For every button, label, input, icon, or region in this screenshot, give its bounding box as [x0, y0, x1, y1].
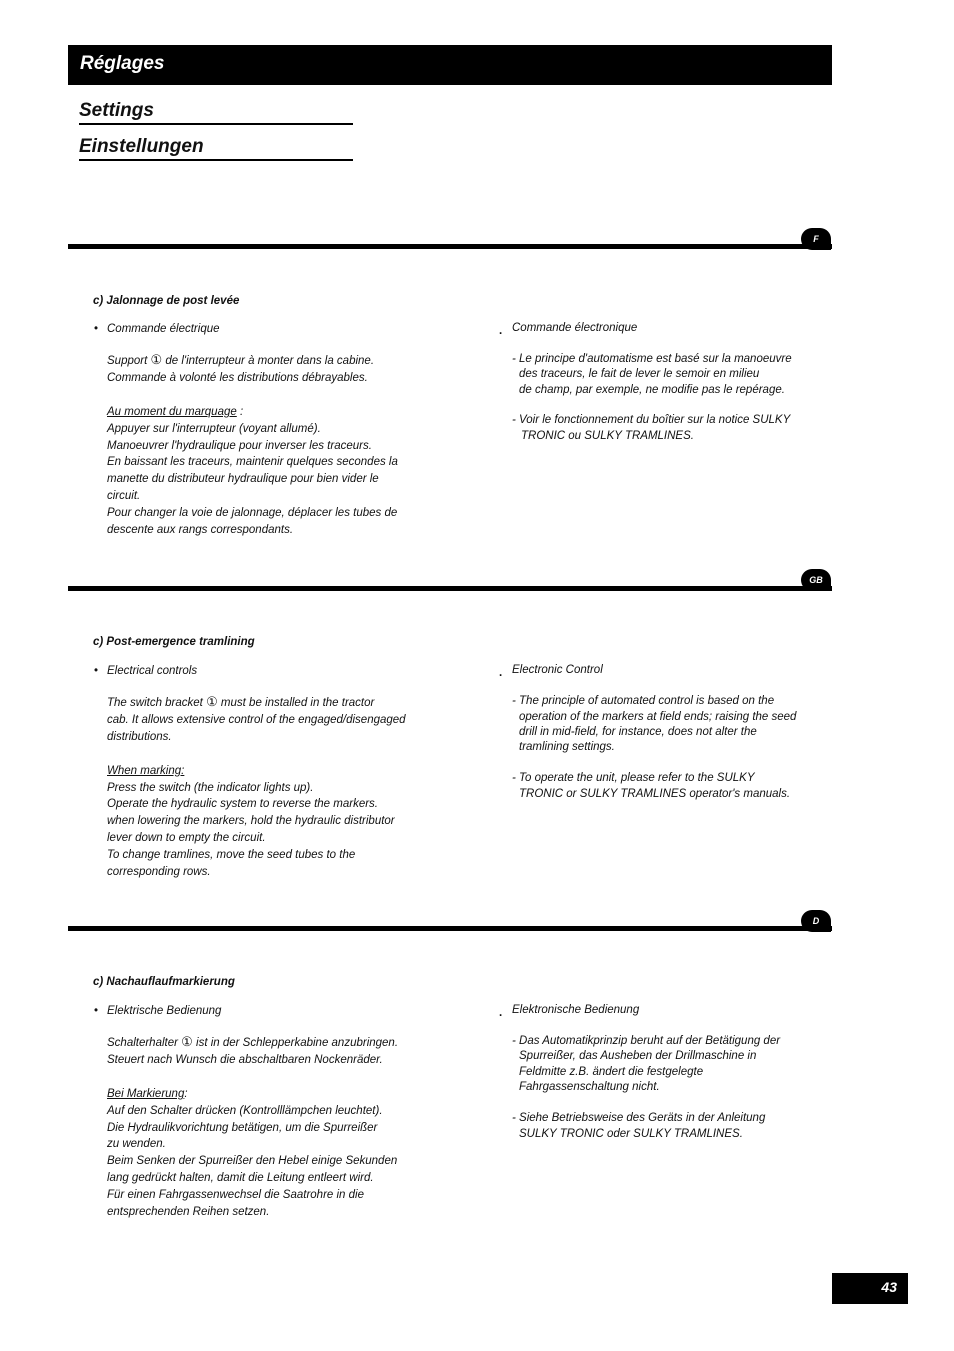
bullet-icon: .	[499, 667, 503, 679]
language-badge-gb: GB	[801, 569, 831, 591]
instruction-line: corresponding rows.	[107, 866, 211, 879]
note-line: - Siehe Betriebsweise des Geräts in der Anleitung	[512, 1111, 766, 1124]
bullet-icon: .	[499, 1007, 503, 1019]
note-line: TRONIC ou SULKY TRAMLINES.	[521, 429, 694, 442]
support-line: Steuert nach Wunsch die abschaltbaren Nockenräder.	[107, 1053, 383, 1066]
instruction-line: descente aux rangs correspondants.	[107, 524, 294, 537]
bullet-label: Elektrische Bedienung	[107, 1005, 222, 1017]
support-line: Commande à volonté les distributions débrayables.	[107, 371, 368, 384]
support-line: distributions.	[107, 730, 172, 743]
section-rule-d	[68, 926, 832, 931]
bullet-label: Commande électrique	[107, 323, 220, 335]
support-text-cont: de l'interrupteur à monter dans la cabine.	[162, 354, 375, 367]
right-column-f	[499, 321, 822, 445]
bullet-icon: •	[94, 323, 99, 335]
note-line: operation of the markers at field ends; raising the seed	[519, 710, 797, 723]
bullet-icon: .	[499, 325, 503, 337]
marking-label: Bei Markierung	[107, 1087, 185, 1100]
bullet-label: Elektronische Bedienung	[512, 1004, 640, 1016]
note-line: - Das Automatikprinzip beruht auf der Betätigung der	[512, 1034, 781, 1047]
subtitle-einstellungen: Einstellungen	[79, 136, 353, 161]
instruction-line: Auf den Schalter drücken (Kontrolllämpchen leuchtet).	[107, 1104, 383, 1117]
note-line: de champ, par exemple, ne modifie pas le repérage.	[519, 383, 785, 396]
instruction-line: To change tramlines, move the seed tubes to the	[107, 849, 356, 862]
page-number: 43	[881, 1279, 897, 1295]
note-line: - To operate the unit, please refer to the SULKY	[512, 772, 755, 785]
bullet-label: Electronic Control	[512, 664, 603, 676]
instruction-line: entsprechenden Reihen setzen.	[107, 1206, 270, 1219]
support-text-cont: ist in der Schlepperkabine anzubringen.	[192, 1036, 399, 1049]
circled-one-icon: ①	[181, 1033, 193, 1049]
page-number-box	[832, 1273, 908, 1304]
instruction-line: Appuyer sur l'interrupteur (voyant allumé).	[107, 422, 321, 435]
instruction-line: Manoeuvrer l'hydraulique pour inverser les traceurs.	[107, 439, 372, 452]
instruction-line: zu wenden.	[107, 1138, 166, 1151]
instruction-line: manette du distributeur hydraulique pour bien vider le	[107, 473, 379, 486]
instruction-line: lever down to empty the circuit.	[107, 832, 266, 845]
section-heading-gb: c) Post-emergence tramlining	[93, 636, 255, 648]
support-line: cab. It allows extensive control of the engaged/disengaged	[107, 713, 406, 726]
support-text-cont: must be installed in the tractor	[217, 696, 375, 709]
instruction-line: Beim Senken der Spurreißer den Hebel einige Sekunden	[107, 1155, 398, 1168]
left-column-f	[94, 321, 427, 539]
bullet-icon: •	[94, 1005, 99, 1017]
support-text: Support	[107, 354, 151, 367]
bullet-label: Electrical controls	[107, 665, 198, 677]
language-badge-f: F	[801, 228, 831, 250]
note-line: drill in mid-field, for instance, does not alter the	[519, 725, 757, 738]
instruction-line: Operate the hydraulic system to reverse the markers.	[107, 798, 378, 811]
circled-one-icon: ①	[206, 693, 218, 709]
note-line: - Le principe d'automatisme est basé sur la manoeuvre	[512, 352, 792, 365]
left-column-gb	[94, 663, 427, 881]
instruction-line: Für einen Fahrgassenwechsel die Saatrohre in die	[107, 1189, 364, 1202]
instruction-line: Die Hydraulikvorichtung betätigen, um die Spurreißer	[107, 1121, 378, 1134]
language-badge-d: D	[801, 910, 831, 932]
note-line: TRONIC or SULKY TRAMLINES operator's manuals.	[519, 787, 791, 800]
note-line: Spurreißer, das Ausheben der Drillmaschine in	[519, 1050, 757, 1063]
marking-suffix: :	[236, 405, 244, 418]
note-line: SULKY TRONIC oder SULKY TRAMLINES.	[519, 1127, 743, 1140]
note-line: - Voir le fonctionnement du boîtier sur la notice SULKY	[512, 414, 791, 427]
instruction-line: lang gedrückt halten, damit die Leitung entleert wird.	[107, 1172, 374, 1185]
bullet-icon: •	[94, 665, 99, 677]
note-line: des traceurs, le fait de lever le semoir en milieu	[519, 368, 760, 381]
instruction-line: circuit.	[107, 490, 141, 503]
support-text: The switch bracket	[107, 696, 207, 709]
subtitle-settings: Settings	[79, 100, 353, 125]
note-line: - The principle of automated control is based on the	[512, 695, 775, 708]
bullet-label: Commande électronique	[512, 322, 638, 334]
marking-suffix: :	[184, 1087, 188, 1100]
note-line: Fahrgassenschaltung nicht.	[519, 1081, 660, 1094]
circled-one-icon: ①	[150, 351, 163, 367]
page-title: Réglages	[80, 53, 165, 74]
instruction-line: En baissant les traceurs, maintenir quelques secondes la	[107, 456, 398, 469]
section-heading-d: c) Nachauflaufmarkierung	[93, 976, 235, 988]
note-line: tramlining settings.	[519, 741, 615, 754]
marking-label: When marking:	[107, 764, 185, 777]
left-column-d	[94, 1003, 427, 1221]
section-heading-f: c) Jalonnage de post levée	[93, 295, 240, 307]
section-rule-gb	[68, 586, 832, 591]
support-text: Schalterhalter	[107, 1036, 182, 1049]
instruction-line: when lowering the markers, hold the hydraulic distributor	[107, 815, 395, 828]
section-rule-f	[68, 244, 832, 249]
right-column-d	[499, 1003, 822, 1142]
note-line: Feldmitte z.B. ändert die festgelegte	[519, 1065, 704, 1078]
right-column-gb	[499, 663, 822, 802]
title-bar	[68, 45, 832, 85]
instruction-line: Pour changer la voie de jalonnage, déplacer les tubes de	[107, 507, 398, 520]
marking-label: Au moment du marquage	[107, 405, 237, 418]
instruction-line: Press the switch (the indicator lights up).	[107, 781, 314, 794]
